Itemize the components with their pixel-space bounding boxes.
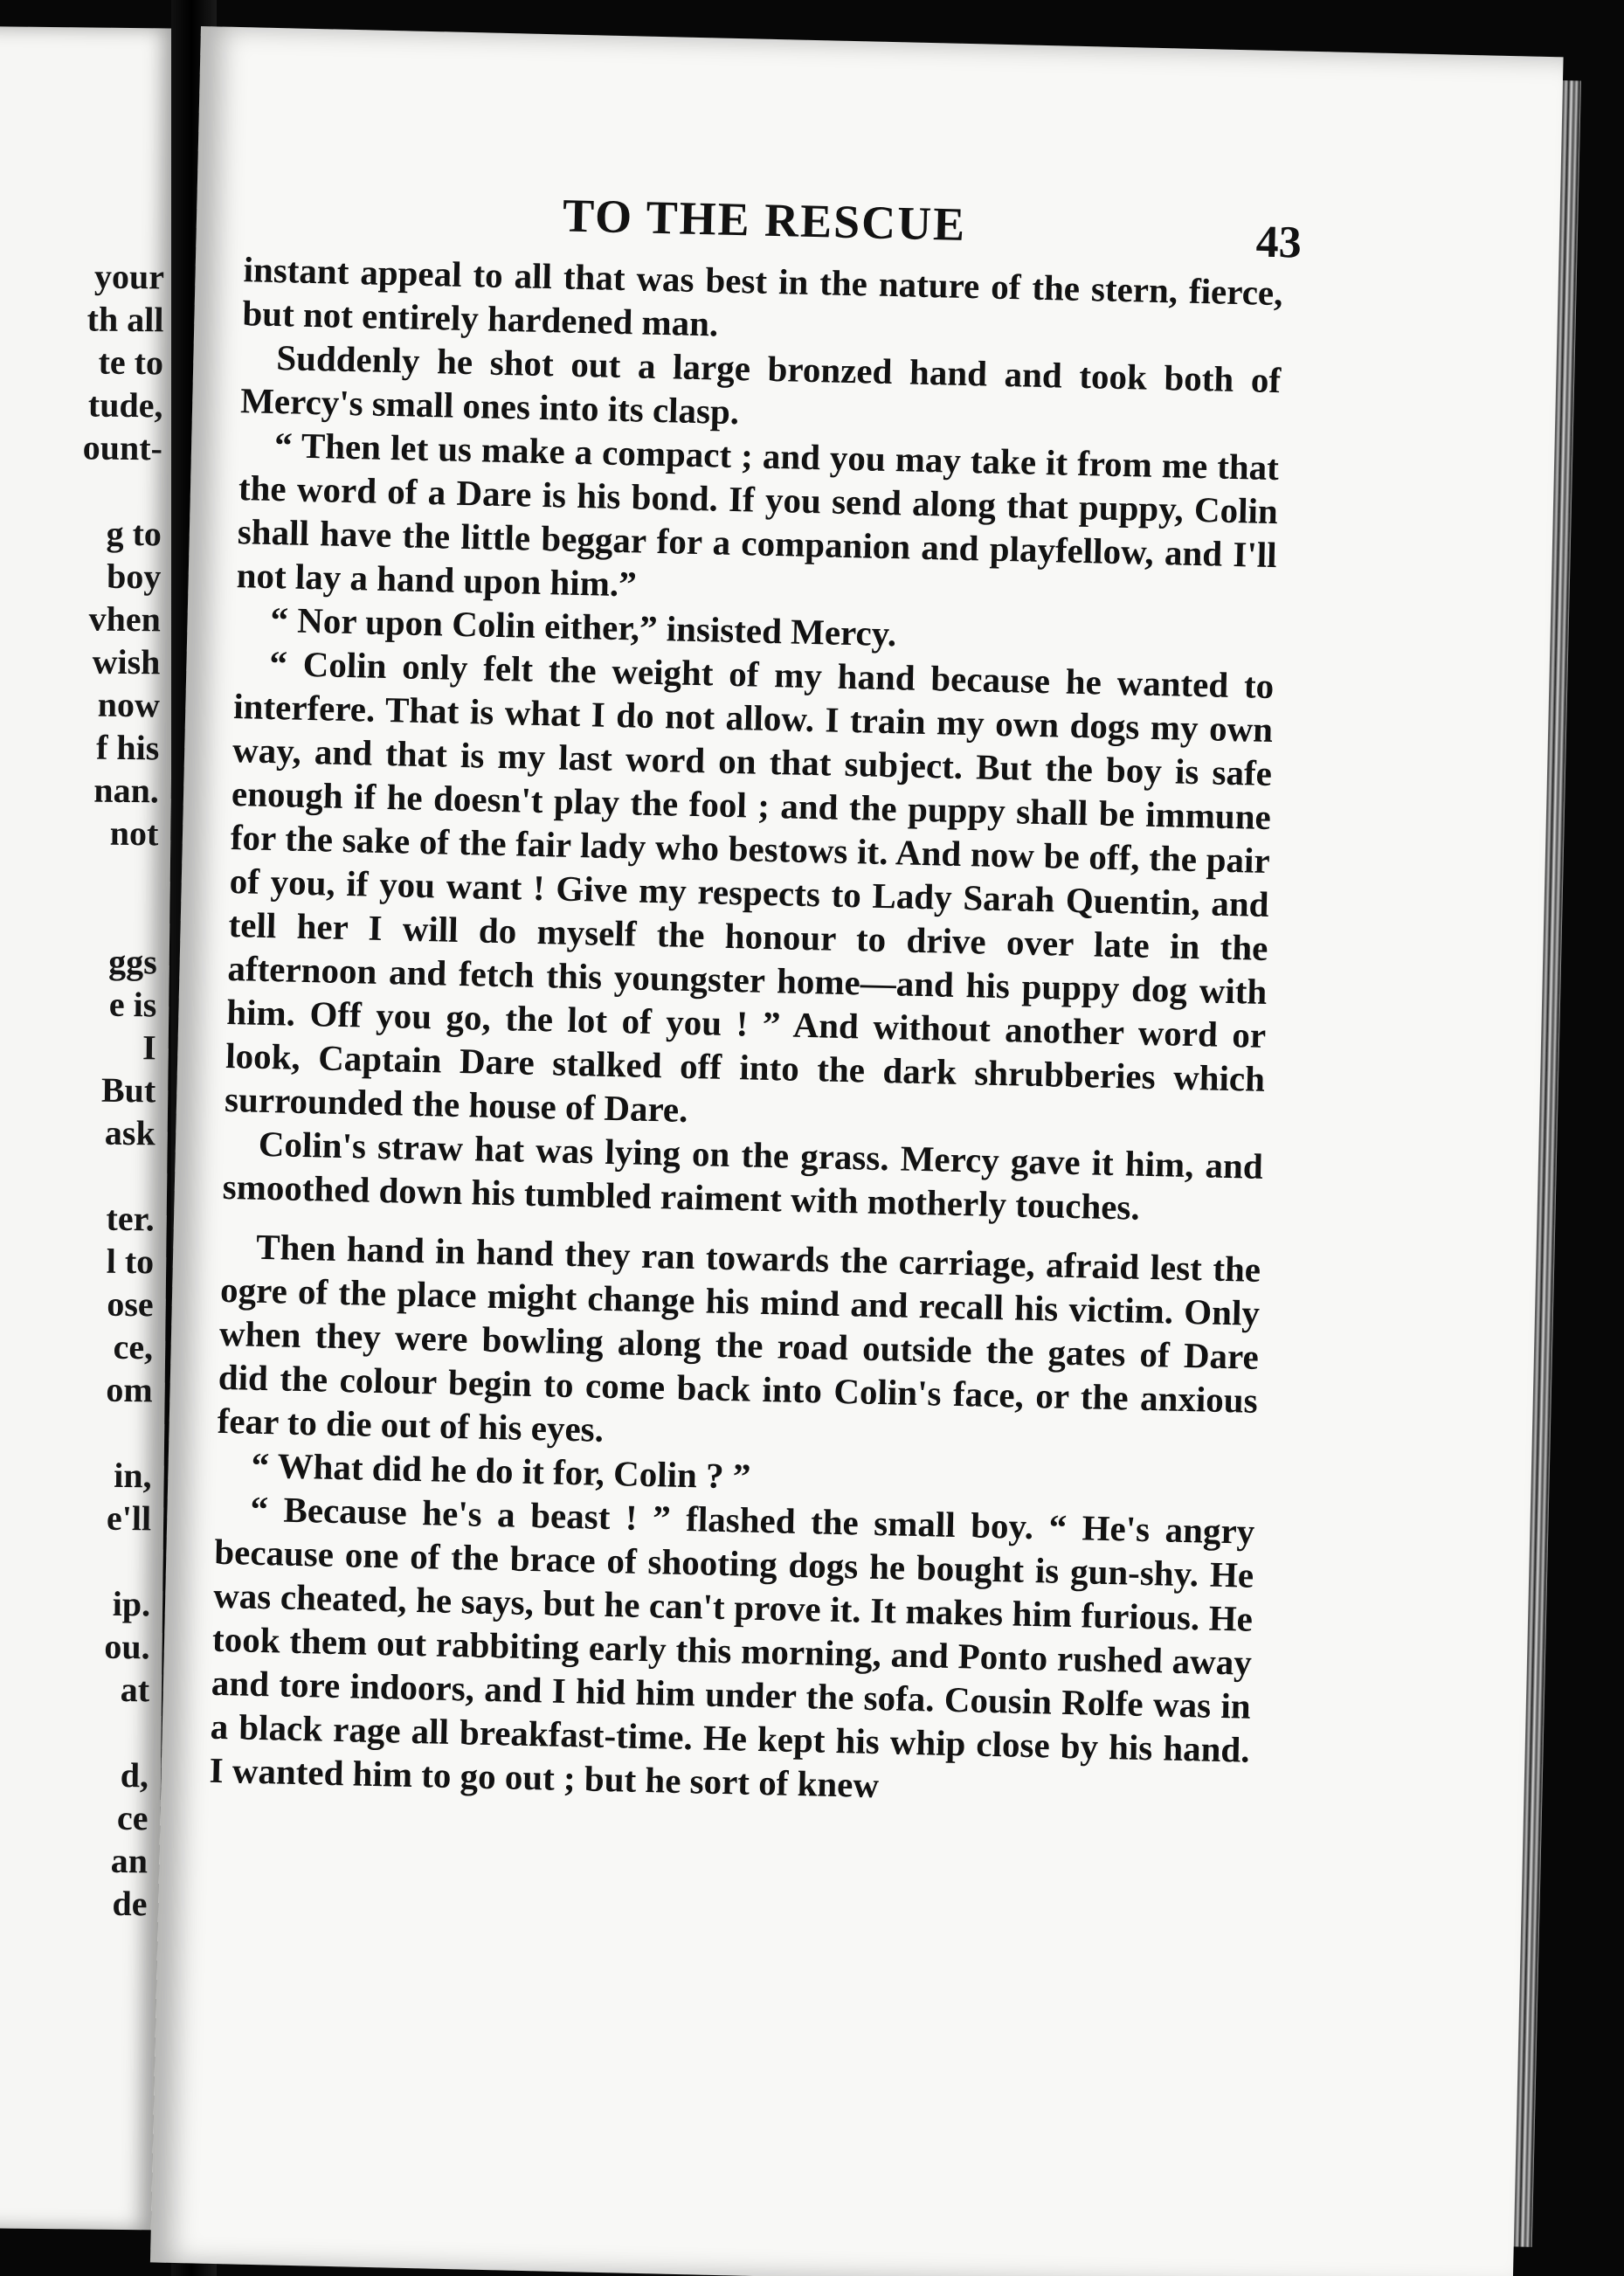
paragraph: instant appeal to all that was best in the nature of the stern, fierce, but not entirely hardened man. — [242, 249, 1283, 344]
left-page-fragment: boy — [106, 556, 162, 597]
left-page-fragment — [71, 1539, 151, 1582]
left-page-fragment: ce — [116, 1797, 149, 1838]
left-page-fragment: ask — [104, 1112, 155, 1153]
page-number: 43 — [1255, 217, 1303, 268]
body-text — [209, 247, 1283, 1816]
left-page-fragment: l to — [106, 1241, 155, 1282]
left-page-fragment — [82, 468, 162, 512]
paragraph: Colin's straw hat was lying on the grass. Mercy gave it him, and smoothed down his tumbled raiment with motherly touches. — [222, 1123, 1264, 1228]
running-title: TO THE RESCUE — [562, 189, 967, 251]
paragraph: “ Then let us make a compact ; and you may take it from me that the word of a Dare is his bond. If you send along that puppy, Colin shall have the little beggar for a companion and playfellow, and I'll not lay a hand upon him.” — [236, 425, 1280, 605]
left-page-fragment: tude, — [87, 384, 163, 425]
left-page-fragment: ip. — [112, 1583, 151, 1624]
left-page-fragment: e'll — [106, 1498, 152, 1539]
left-page-fragment — [69, 1710, 149, 1754]
left-page-fragment: I — [142, 1027, 157, 1068]
left-page-fragment: ce, — [113, 1326, 154, 1367]
left-page-fragment: vhen — [88, 598, 162, 640]
left-page-fragment: in, — [114, 1455, 152, 1496]
paragraph: “ Colin only felt the weight of my hand because he wanted to interfere. That is what I do not allow. I train my own dogs my own way, and that is my last word on that subject. But the boy is safe enough if he doesn't play the fool ; and the puppy shall be immune for the sake of the fair lady who bestows it. And now be off, the pair of you, if you want ! Give my respects to Lady Sarah Quentin, and tell her I will do myself the honour to drive over late in the afternoon and fetch this youngster home—and his puppy dog with him. Off you go, the lot of you ! ” And without another word or look, Captain Dare stalked off into the dark shrubberies which surrounded the house of Dare. — [224, 642, 1275, 1130]
left-page-fragment: th all — [86, 299, 164, 340]
left-page-fragment: e is — [108, 984, 157, 1025]
paragraph: “ Because he's a beast ! ” flashed the small boy. “ He's angry because one of the brace of shooting dogs he bought is gun-shy. He was cheated, he says, but he can't prove it. It makes him furious. He took them out rabbiting early this morning, and Ponto rushed away and tore indoors, and I hid him under the sofa. Cousin Rolfe was in a black rage all breakfast-time. He kept his whip close by his hand. I wanted him to go out ; but he sort of knew — [209, 1488, 1255, 1806]
left-page-fragment — [78, 854, 158, 897]
paragraph: Suddenly he shot out a large bronzed hand and took both of Mercy's small ones into its clasp. — [239, 337, 1282, 432]
left-page-text-fragments — [67, 254, 164, 1925]
left-page-fragment: f his — [95, 727, 160, 768]
left-page-fragment: de — [112, 1883, 148, 1924]
left-page-fragment: om — [106, 1369, 153, 1410]
paragraph: “ Nor upon Colin either,” insisted Mercy. — [270, 598, 897, 654]
main-page — [150, 26, 1564, 2276]
left-page-fragment: te to — [98, 342, 164, 383]
left-page-fragment: ose — [107, 1283, 154, 1325]
left-page-fragment: now — [97, 684, 161, 725]
left-page-fragment — [78, 896, 158, 940]
left-page-fragment: nan. — [93, 770, 160, 811]
left-page-fragment: ou. — [104, 1626, 150, 1667]
left-page-fragment: an — [110, 1840, 149, 1881]
left-page-fragment: ggs — [107, 941, 158, 982]
left-page-fragment: not — [109, 813, 159, 854]
left-page-fragment: your — [93, 256, 165, 297]
left-page-fragment: ter. — [106, 1198, 155, 1239]
left-page-fragment: ount- — [82, 427, 163, 468]
paragraph: “ What did he do it for, Colin ? ” — [251, 1444, 751, 1497]
left-page-fragment: But — [100, 1069, 156, 1110]
left-page — [0, 26, 179, 2230]
left-page-fragment — [75, 1153, 155, 1197]
left-page-fragment: g to — [106, 513, 162, 554]
paragraph: Then hand in hand they ran towards the carriage, afraid lest the ogre of the place might change his mind and recall his victim. Only when they were bowling along the road outside the gates of Dare did the colour begin to come back into Colin's face, or the anxious fear to die out of his eyes. — [217, 1226, 1261, 1449]
page-content — [209, 181, 1303, 1816]
left-page-fragment: at — [120, 1669, 150, 1710]
left-page-fragment: wish — [92, 641, 161, 682]
left-page-fragment: d, — [120, 1754, 149, 1795]
left-page-fragment — [73, 1410, 153, 1454]
